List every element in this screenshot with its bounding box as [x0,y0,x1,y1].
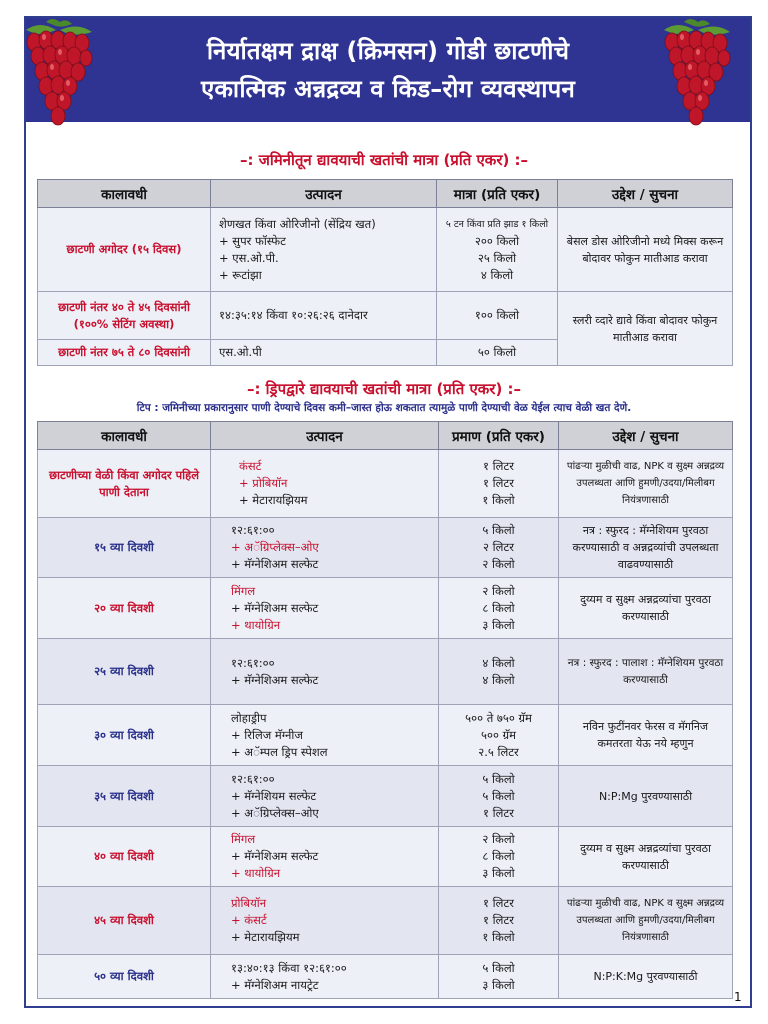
table-row [38,292,733,340]
col-header-purpose: उद्देश / सुचना [558,180,733,208]
product-item: + मेटारायझियम [239,493,308,507]
product-item: प्रोबियॉन [231,896,267,910]
quantity-cell [439,705,559,766]
purpose-cell: N:P:K:Mg पुरवण्यासाठी [559,955,733,999]
quantity-item: २.५ लिटर [478,744,519,759]
quantity-item: २०० किलो [474,233,520,248]
period-cell: १५ व्या दिवशी [38,518,211,578]
quantity-item: २ किलो [482,583,515,598]
purpose-cell: नविन फुटींनवर फेरस व मॅगनिज कमतरता येऊ नये म्हणुन [559,705,733,766]
purpose-cell: बेसल डोस ओरिजीनो मध्ये मिक्स करून बोदावर फोकुन मातीआड करावा [558,208,733,292]
quantity-item: १ लिटर [483,913,514,927]
table-row [38,639,733,705]
product-item: + रिलिज मॅग्नीज [231,727,303,742]
quantity-item: ८ किलो [482,600,515,615]
period-cell: ४५ व्या दिवशी [38,887,211,955]
quantity-item: ५ किलो [482,523,515,537]
product-cell [211,887,439,955]
quantity-cell [437,292,558,340]
table-row [38,705,733,766]
quantity-cell [439,766,559,827]
page-header [26,18,750,122]
product-cell [211,705,439,766]
quantity-item: ३ किलो [482,617,515,632]
table-row [38,887,733,955]
purpose-cell: पांढऱ्या मुळीची वाढ, NPK व सुक्ष्म अन्नद्रव्य उपलब्धता आणि हुमणी/उदया/मिलीबग नियंत्रणासाठी [559,887,733,955]
col-header-period: कालावधी [38,422,211,450]
product-item: १२:६१:०० [231,523,275,537]
product-item: १४:३५:१४ किंवा १०:२६:२६ दानेदार [219,308,368,322]
product-item: + मॅग्नेशियम सल्फेट [231,788,317,803]
product-item: + मेटारायझियम [231,930,300,944]
period-cell: २५ व्या दिवशी [38,639,211,705]
quantity-item: ५ टन किंवा प्रति झाड १ किलो [445,218,549,230]
product-item: + रूटांझा [219,267,262,282]
col-header-purpose: उद्देश / सुचना [559,422,733,450]
product-item: शेणखत किंवा ओरिजीनो (सेंद्रिय खत) [219,216,376,231]
quantity-cell [439,639,559,705]
quantity-cell [439,827,559,887]
product-item: एस.ओ.पी [219,345,262,359]
page-title-line1: निर्यातक्षम द्राक्ष (क्रिमसन) गोडी छाटणीचे [206,37,570,65]
quantity-item: ५० किलो [477,345,517,359]
purpose-cell: दुय्यम व सुक्ष्म अन्नद्रव्यांचा पुरवठा करण्यासाठी [559,827,733,887]
grape-bunch-icon [16,16,100,128]
quantity-cell [439,578,559,639]
product-item: + एस.ओ.पी. [219,250,279,265]
product-item: + मॅग्नेशिअम नायट्रेट [231,977,319,992]
quantity-item: २ लिटर [483,540,514,554]
product-item: १२:६१:०० [231,655,275,670]
product-item: + कंसर्ट [231,913,267,927]
quantity-item: ४ किलो [482,655,515,670]
period-cell: ४० व्या दिवशी [38,827,211,887]
quantity-item: ५०० ग्रॅम [481,727,516,742]
period-cell: २० व्या दिवशी [38,578,211,639]
table-row [38,208,733,292]
product-cell [211,518,439,578]
product-item: लोहाड्रीप [231,710,267,725]
product-item: १२:६१:०० [231,771,275,786]
product-item: + मॅग्नेशिअम सल्फेट [231,600,319,615]
product-item: मिंगल [231,583,256,598]
product-item: + मॅग्नेशिअम सल्फेट [231,672,319,687]
quantity-item: ४ किलो [480,267,514,282]
quantity-item: ५ किलो [482,771,515,786]
table-row [38,766,733,827]
drip-fertilizer-table [37,421,733,999]
quantity-item: १ लिटर [483,476,514,490]
quantity-item: २ किलो [482,832,515,846]
quantity-item: ४ किलो [482,672,515,687]
quantity-cell [439,955,559,999]
purpose-cell: N:P:Mg पुरवण्यासाठी [559,766,733,827]
product-cell [211,340,437,366]
quantity-item: १ लिटर [483,459,514,473]
table-row [38,955,733,999]
table-row [38,578,733,639]
quantity-item: ५ किलो [482,788,515,803]
product-item: + सुपर फॉस्फेट [219,233,286,248]
product-item: १३:४०:१३ किंवा १२:६१:०० [231,960,347,975]
product-item: + थायोग्रिन [231,866,281,880]
table-row [38,827,733,887]
period-cell: छाटणी नंतर ४० ते ४५ दिवसांनी (१००% सेटिंग अवस्था) [38,292,211,340]
period-cell: ५० व्या दिवशी [38,955,211,999]
col-header-quantity: प्रमाण (प्रति एकर) [439,422,559,450]
purpose-cell: नत्र : स्फुरद : पालाश : मॅग्नेशियम पुरवठा करण्यासाठी [559,639,733,705]
product-item: मिंगल [231,832,256,846]
product-cell [211,639,439,705]
quantity-item: २ किलो [482,557,515,571]
product-cell [211,827,439,887]
quantity-item: १०० किलो [474,308,520,322]
quantity-item: ३ किलो [482,866,515,880]
quantity-item: १ किलो [482,493,515,507]
section1-title: –: जमिनीतून द्यावयाची खतांची मात्रा (प्रति एकर) :– [239,151,529,169]
product-cell [211,766,439,827]
purpose-cell: दुय्यम व सुक्ष्म अन्नद्रव्यांचा पुरवठा करण्यासाठी [559,578,733,639]
table-header-row [38,180,733,208]
quantity-cell [437,340,558,366]
product-item: + प्रोबियॉन [239,476,288,490]
page-number: 1 [734,990,742,1004]
purpose-cell: स्लरी व्दारे द्यावे किंवा बोदावर फोकुन मातीआड करावा [558,292,733,366]
table-row [38,450,733,518]
quantity-item: ८ किलो [482,849,515,863]
period-cell: छाटणीच्या वेळी किंवा अगोदर पहिले पाणी देताना [38,450,211,518]
section2-tip: टिप : जमिनीच्या प्रकारानुसार पाणी देण्याचे दिवस कमी–जास्त होऊ शकतात त्यामुळे पाणी देण्याची वेळ येईल त्याच वेळी खत देणे. [136,402,632,414]
product-item: कंसर्ट [239,459,262,473]
col-header-period: कालावधी [38,180,211,208]
product-cell [211,955,439,999]
product-cell [211,578,439,639]
product-item: + अॅग्रिप्लेक्स–ओए [231,540,319,554]
table-row [38,518,733,578]
product-item: + मॅग्नेशिअम सल्फेट [231,557,319,571]
quantity-cell [439,518,559,578]
product-cell [211,208,437,292]
quantity-item: १ लिटर [483,805,514,820]
section2-title: –: ड्रिपद्वारे द्यावयाची खतांची मात्रा (प्रति एकर) :– [246,380,522,398]
product-item: + मॅग्नेशिअम सल्फेट [231,849,319,863]
quantity-cell [439,450,559,518]
purpose-cell: पांढऱ्या मुळीची वाढ, NPK व सुक्ष्म अन्नद्रव्य उपलब्धता आणि हुमणी/उदया/मिलीबग नियंत्रणासाठी [559,450,733,518]
period-cell: छाटणी नंतर ७५ ते ८० दिवसांनी [38,340,211,366]
quantity-item: २५ किलो [477,250,517,265]
quantity-item: १ किलो [482,930,515,944]
period-cell: ३५ व्या दिवशी [38,766,211,827]
col-header-product: उत्पादन [211,422,439,450]
grape-bunch-icon [654,16,738,128]
quantity-item: १ लिटर [483,896,514,910]
soil-fertilizer-table [37,179,733,366]
quantity-cell [437,208,558,292]
product-cell [211,450,439,518]
page-title-line2: एकात्मिक अन्नद्रव्य व किड–रोग व्यवस्थापन [201,75,575,103]
quantity-item: ५०० ते ७५० ग्रॅम [465,710,532,725]
col-header-quantity: मात्रा (प्रति एकर) [437,180,558,208]
quantity-item: ५ किलो [482,960,515,975]
product-item: + थायोग्रिन [231,617,281,632]
period-cell: छाटणी अगोदर (१५ दिवस) [38,208,211,292]
col-header-product: उत्पादन [211,180,437,208]
purpose-cell: नत्र : स्फुरद : मॅग्नेशियम पुरवठा करण्यासाठी व अन्नद्रव्यांची उपलब्धता वाढवण्यासाठी [559,518,733,578]
quantity-cell [439,887,559,955]
product-item: + अॅम्पल ड्रिप स्पेशल [231,744,328,759]
table-header-row [38,422,733,450]
product-item: + अॅग्रिप्लेक्स–ओए [231,805,319,820]
product-cell [211,292,437,340]
quantity-item: ३ किलो [482,977,515,992]
period-cell: ३० व्या दिवशी [38,705,211,766]
